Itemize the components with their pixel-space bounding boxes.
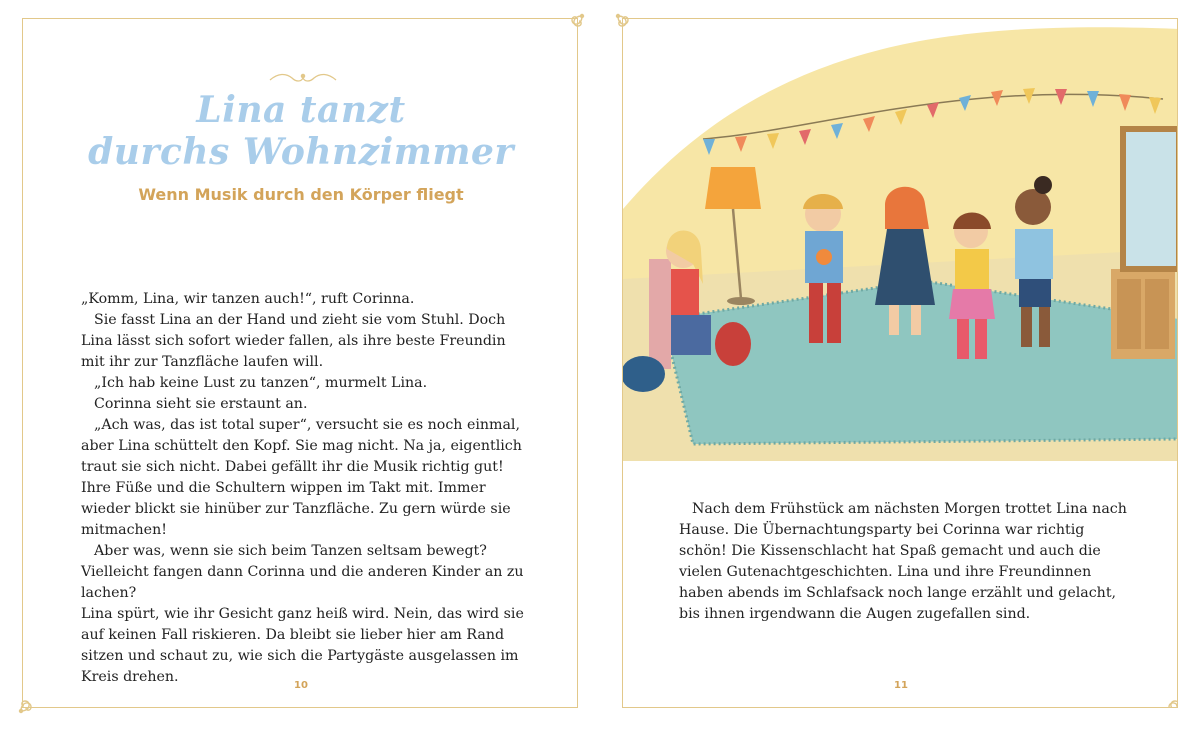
right-body-text	[679, 499, 1129, 625]
left-page	[22, 18, 578, 708]
right-page	[622, 18, 1178, 708]
left-body-text	[81, 289, 525, 688]
title-ornament-icon	[268, 71, 338, 85]
page-number: 11	[894, 680, 908, 691]
paragraph: Nach dem Frühstück am nächsten Morgen trottet Lina nach Hause. Die Übernachtungsparty bei Corinna war richtig schön! Die Kissenschlacht hat Spaß gemacht und auch die vielen Gutenachtgeschichten. Lina und ihre Freundinnen haben abends im Schlafsack noch lange erzählt und gelacht, bis ihnen irgendwann die Augen zugefallen sind.	[679, 501, 1127, 622]
paragraph: „Komm, Lina, wir tanzen auch!“, ruft Corinna.	[81, 291, 415, 307]
chapter-subtitle: Wenn Musik durch den Körper fliegt	[138, 185, 464, 204]
corner-flourish-icon	[614, 12, 648, 46]
corner-flourish-icon	[552, 12, 586, 46]
corner-flourish-icon	[1149, 681, 1178, 708]
chapter-title-line2: durchs Wohnzimmer	[88, 131, 514, 173]
page-number: 10	[294, 680, 308, 691]
paragraph: „Ich hab keine Lust zu tanzen“, murmelt Lina.	[94, 375, 428, 391]
children-dancing-illustration	[623, 19, 1178, 461]
paragraph: Lina spürt, wie ihr Gesicht ganz heiß wird. Nein, das wird sie auf keinen Fall riskieren. Da bleibt sie lieber hier am Rand sitzen und schaut zu, wie sich die Partygäste ausgelassen im Kreis drehen.	[81, 606, 524, 685]
paragraph: Corinna sieht sie erstaunt an.	[94, 396, 308, 412]
paragraph: „Ach was, das ist total super“, versucht sie es noch einmal, aber Lina schüttelt den Kopf. Sie mag nicht. Na ja, eigentlich traut sie sich nicht. Dabei gefällt ihr die Musik richtig gut! Ihre Füße und die Schultern wippen im Takt mit. Immer wieder blickt sie hinüber zur Tanzfläche. Zu gern würde sie mitmachen!	[81, 417, 522, 538]
paragraph: Sie fasst Lina an der Hand und zieht sie vom Stuhl. Doch Lina lässt sich sofort wieder fallen, als ihre beste Freundin mit ihr zur Tanzfläche laufen will.	[81, 312, 506, 370]
chapter-title-line1: Lina tanzt	[196, 89, 406, 131]
paragraph: Aber was, wenn sie sich beim Tanzen seltsam bewegt? Vielleicht fangen dann Corinna und die anderen Kinder an zu lachen?	[81, 543, 524, 601]
